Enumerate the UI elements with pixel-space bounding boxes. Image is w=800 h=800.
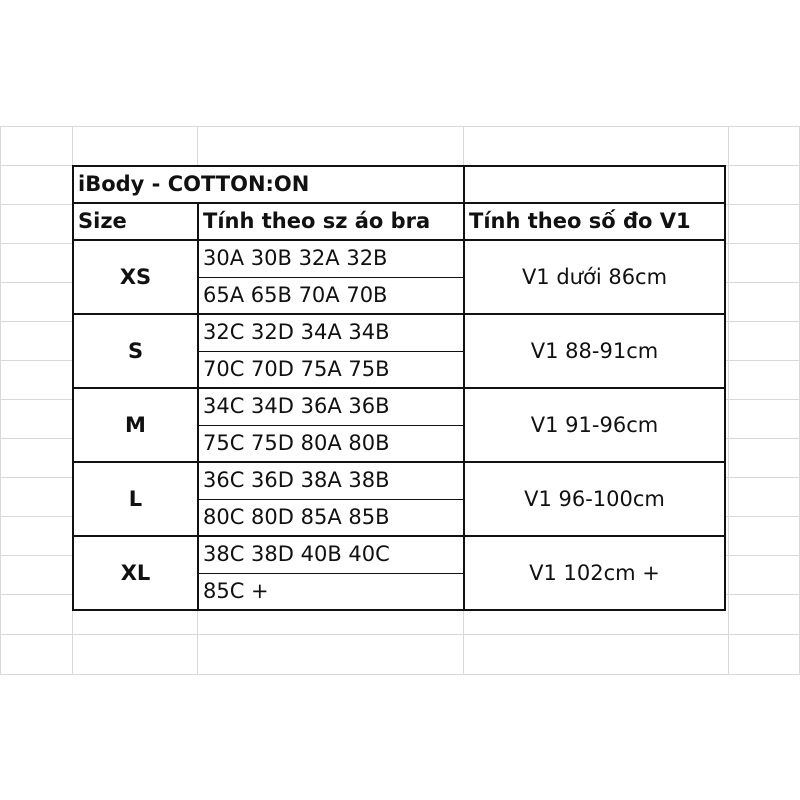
v1-measure[interactable]: V1 88-91cm	[464, 314, 725, 388]
size-chart-table	[72, 165, 726, 611]
bra-sizes[interactable]: 36C 36D 38A 38B	[198, 462, 464, 499]
size-label[interactable]: M	[73, 388, 198, 462]
header-size[interactable]: Size	[73, 203, 198, 240]
gridline	[728, 126, 729, 675]
table-row	[73, 388, 725, 425]
bra-sizes[interactable]: 85C +	[198, 573, 464, 610]
v1-measure[interactable]: V1 96-100cm	[464, 462, 725, 536]
header-bra-size[interactable]: Tính theo sz áo bra	[198, 203, 464, 240]
header-v1[interactable]: Tính theo số đo V1	[464, 203, 725, 240]
bra-sizes[interactable]: 30A 30B 32A 32B	[198, 240, 464, 277]
bra-sizes[interactable]: 70C 70D 75A 75B	[198, 351, 464, 388]
bra-sizes[interactable]: 80C 80D 85A 85B	[198, 499, 464, 536]
size-label[interactable]: L	[73, 462, 198, 536]
size-label[interactable]: S	[73, 314, 198, 388]
table-title[interactable]: iBody - COTTON:ON	[73, 166, 464, 203]
table-row	[73, 314, 725, 351]
title-row	[73, 166, 725, 203]
header-row	[73, 203, 725, 240]
table-row	[73, 240, 725, 277]
bra-sizes[interactable]: 32C 32D 34A 34B	[198, 314, 464, 351]
bra-sizes[interactable]: 34C 34D 36A 36B	[198, 388, 464, 425]
gridline	[0, 126, 1, 675]
v1-measure[interactable]: V1 102cm +	[464, 536, 725, 610]
bra-sizes[interactable]: 75C 75D 80A 80B	[198, 425, 464, 462]
v1-measure[interactable]: V1 dưới 86cm	[464, 240, 725, 314]
empty-cell[interactable]	[464, 166, 725, 203]
bra-sizes[interactable]: 65A 65B 70A 70B	[198, 277, 464, 314]
gridline	[0, 674, 800, 675]
table-row	[73, 536, 725, 573]
bra-sizes[interactable]: 38C 38D 40B 40C	[198, 536, 464, 573]
gridline	[0, 126, 800, 127]
size-label[interactable]: XL	[73, 536, 198, 610]
v1-measure[interactable]: V1 91-96cm	[464, 388, 725, 462]
gridline	[0, 634, 800, 635]
table-row	[73, 462, 725, 499]
size-label[interactable]: XS	[73, 240, 198, 314]
